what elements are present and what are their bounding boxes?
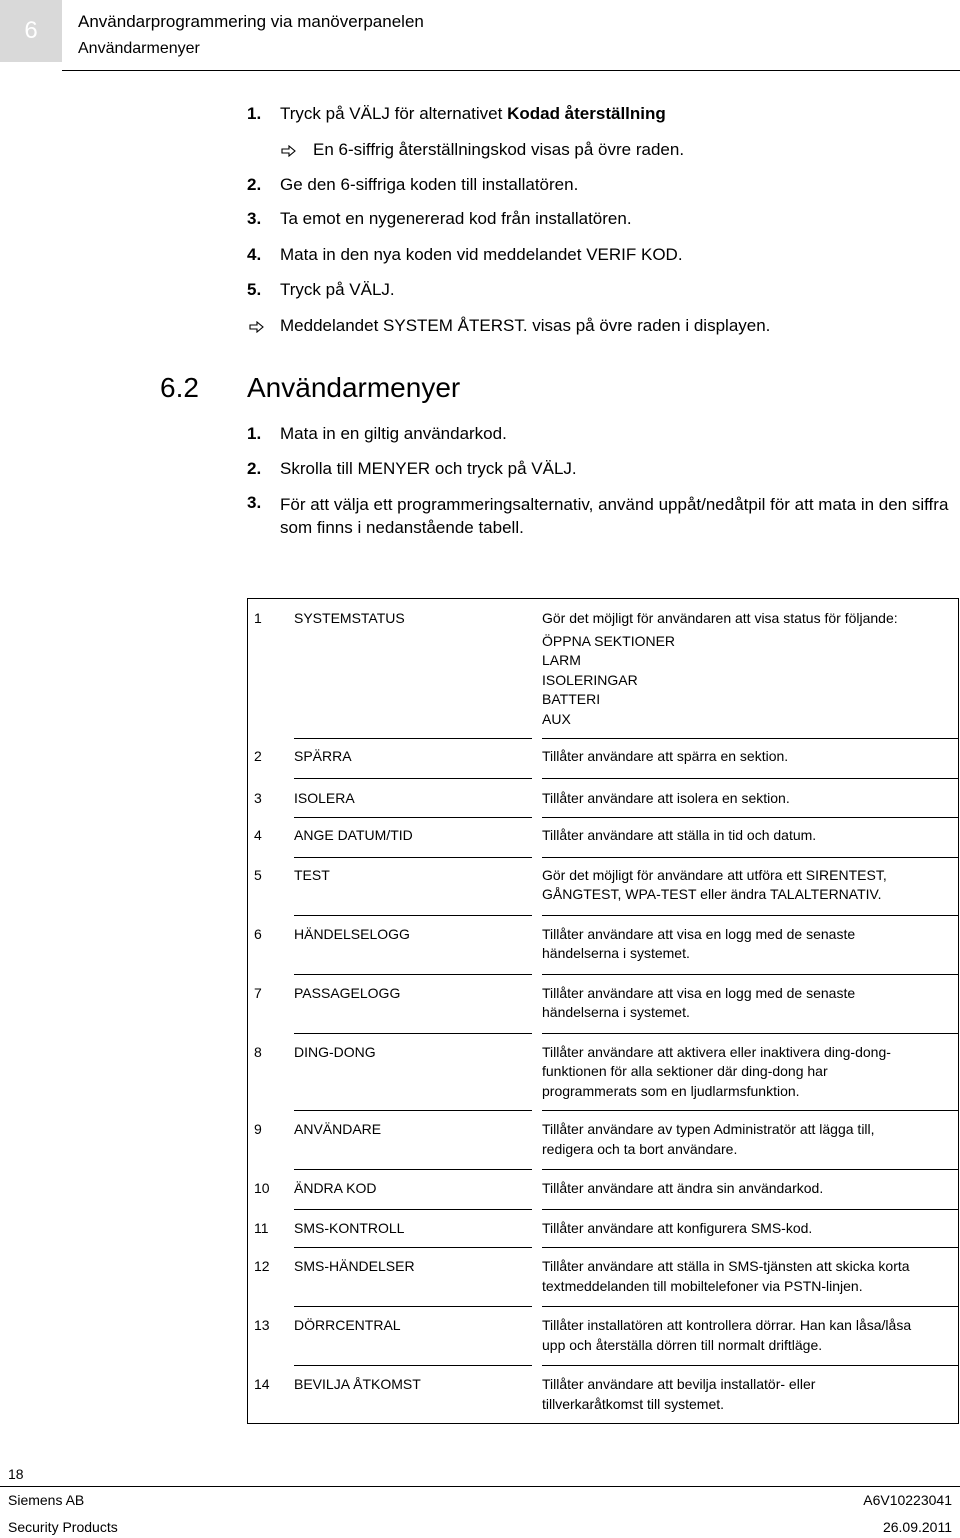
- step-text: För att välja ett programmeringsalternativ, använd uppåt/nedåtpil för att mata in den siffra som finns i nedanstående tabell.: [280, 495, 949, 537]
- option-number: 9: [254, 1121, 262, 1137]
- table-row: [248, 975, 959, 1033]
- step-number: 2.: [247, 175, 262, 194]
- option-description: Gör det möjligt för användare att utföra ett SIRENTEST,: [542, 866, 887, 883]
- option-description: Tillåter användare att isolera en sektion.: [542, 789, 790, 806]
- step-number: 2.: [247, 459, 262, 478]
- page-number: 18: [8, 1466, 24, 1482]
- option-description-line: ISOLERINGAR: [542, 671, 638, 688]
- option-description-line: tillverkaråtkomst till systemet.: [542, 1395, 725, 1412]
- table-row: [248, 1170, 959, 1209]
- option-description-line: programmerats som en ljudlarmsfunktion.: [542, 1082, 800, 1099]
- option-number: 6: [254, 925, 262, 942]
- step-text: Tryck på VÄLJ.: [280, 280, 395, 299]
- step-text: Tryck på VÄLJ för alternativet: [280, 104, 508, 123]
- option-name: PASSAGELOGG: [294, 984, 401, 1001]
- option-number: 12: [254, 1258, 270, 1274]
- option-description-line: redigera och ta bort användare.: [542, 1140, 738, 1157]
- option-name: HÄNDELSELOGG: [294, 925, 410, 942]
- step-number: 5.: [247, 280, 262, 299]
- option-description-line: ÖPPNA SEKTIONER: [542, 632, 676, 649]
- table-row: [248, 739, 959, 778]
- result-arrow-icon: [281, 145, 295, 157]
- table-row: [248, 1210, 959, 1248]
- option-description: Tillåter användare att aktivera eller inaktivera ding-dong-: [542, 1043, 891, 1060]
- section-number: 6.2: [160, 372, 199, 403]
- option-name: SYSTEMSTATUS: [294, 610, 405, 626]
- option-number: 8: [254, 1043, 262, 1060]
- step-text: En 6-siffrig återställningskod visas på övre raden.: [313, 140, 685, 159]
- option-name: SMS-HÄNDELSER: [294, 1258, 415, 1274]
- option-description-line: GÅNGTEST, WPA-TEST eller ändra TALALTERNATIV.: [542, 886, 882, 902]
- step-number: 3.: [247, 493, 262, 512]
- table-row: [248, 779, 959, 818]
- step-text: Skrolla till MENYER och tryck på VÄLJ.: [280, 459, 577, 478]
- option-name: DÖRRCENTRAL: [294, 1317, 401, 1333]
- option-name: ÄNDRA KOD: [294, 1180, 377, 1196]
- option-number: 7: [254, 984, 262, 1001]
- option-number: 1: [254, 610, 262, 626]
- step-number: 4.: [247, 245, 262, 264]
- footer-company: Siemens AB: [8, 1492, 85, 1508]
- option-name: SMS-KONTROLL: [294, 1219, 405, 1236]
- table-row: [248, 1034, 959, 1111]
- step-text: Ta emot en nygenererad kod från installatören.: [280, 209, 632, 228]
- option-description-line: LARM: [542, 652, 581, 668]
- footer-date: 26.09.2011: [882, 1519, 952, 1535]
- footer-divider: [0, 1486, 960, 1487]
- option-description: Tillåter användare att ändra sin användarkod.: [542, 1180, 824, 1196]
- table-row: [248, 1111, 959, 1169]
- table-row: [248, 599, 959, 739]
- option-description: Tillåter användare att spärra en sektion.: [542, 748, 789, 764]
- step-number: 3.: [247, 209, 262, 228]
- section-title: Användarmenyer: [247, 372, 461, 403]
- option-description: Tillåter användare att visa en logg med de senaste: [542, 984, 856, 1001]
- table-row: [248, 916, 959, 974]
- option-description: Tillåter användare av typen Administratör att lägga till,: [542, 1121, 875, 1137]
- option-description-line: BATTERI: [542, 691, 601, 707]
- table-row: [248, 1366, 959, 1424]
- option-description: Tillåter användare att ställa in tid och datum.: [542, 827, 817, 843]
- header-divider: [62, 70, 960, 71]
- table-row: [248, 1307, 959, 1365]
- table-row: [248, 818, 959, 857]
- option-description-line: upp och återställa dörren till normalt driftläge.: [542, 1336, 823, 1353]
- step-number: 1.: [247, 104, 262, 123]
- option-description-line: händelserna i systemet.: [542, 945, 690, 961]
- user-menu-table: [247, 598, 959, 1424]
- option-name: ISOLERA: [294, 789, 355, 806]
- option-description: Tillåter användare att visa en logg med de senaste: [542, 925, 856, 942]
- option-number: 3: [254, 789, 262, 806]
- step-text: Mata in en giltig användarkod.: [280, 424, 507, 443]
- chapter-subtitle: Användarmenyer: [78, 40, 200, 57]
- option-description: Tillåter användare att bevilja installatör- eller: [542, 1376, 816, 1392]
- option-description: Gör det möjligt för användaren att visa status för följande:: [542, 610, 898, 626]
- option-number: 13: [254, 1317, 270, 1333]
- option-name: ANGE DATUM/TID: [294, 827, 413, 843]
- step-text: Mata in den nya koden vid meddelandet VERIF KOD.: [280, 245, 683, 264]
- table-row: [248, 1248, 959, 1306]
- option-name: DING-DONG: [294, 1043, 376, 1060]
- option-name: BEVILJA ÅTKOMST: [294, 1376, 421, 1392]
- option-description-line: funktionen för alla sektioner där ding-dong har: [542, 1063, 828, 1079]
- option-number: 11: [254, 1219, 269, 1236]
- result-arrow-icon: [249, 321, 263, 333]
- option-description: Tillåter användare att ställa in SMS-tjänsten att skicka korta: [542, 1258, 910, 1274]
- option-number: 10: [254, 1180, 270, 1196]
- table-row: [248, 858, 959, 915]
- option-description-line: händelserna i systemet.: [542, 1004, 690, 1020]
- option-name: TEST: [294, 866, 330, 883]
- option-number: 4: [254, 827, 262, 843]
- chapter-title: Användarprogrammering via manöverpanelen: [78, 12, 424, 31]
- step-number: 1.: [247, 424, 262, 443]
- chapter-number: 6: [0, 0, 62, 62]
- option-description: Tillåter installatören att kontrollera dörrar. Han kan låsa/låsa: [542, 1317, 912, 1333]
- step-text: Ge den 6-siffriga koden till installatören.: [280, 175, 579, 194]
- option-description-line: AUX: [542, 710, 571, 727]
- step-text-bold: Kodad återställning: [507, 104, 666, 123]
- option-number: 5: [254, 866, 262, 883]
- option-description: Tillåter användare att konfigurera SMS-kod.: [542, 1219, 813, 1236]
- footer-doc-id: A6V10223041: [863, 1492, 952, 1508]
- option-name: SPÄRRA: [294, 748, 352, 764]
- footer-division: Security Products: [8, 1519, 118, 1535]
- option-number: 2: [254, 748, 262, 764]
- step-text: Meddelandet SYSTEM ÅTERST. visas på övre raden i displayen.: [280, 316, 771, 335]
- option-name: ANVÄNDARE: [294, 1121, 382, 1137]
- option-description-line: textmeddelanden till mobiltelefoner via PSTN-linjen.: [542, 1277, 863, 1294]
- option-number: 14: [254, 1376, 270, 1392]
